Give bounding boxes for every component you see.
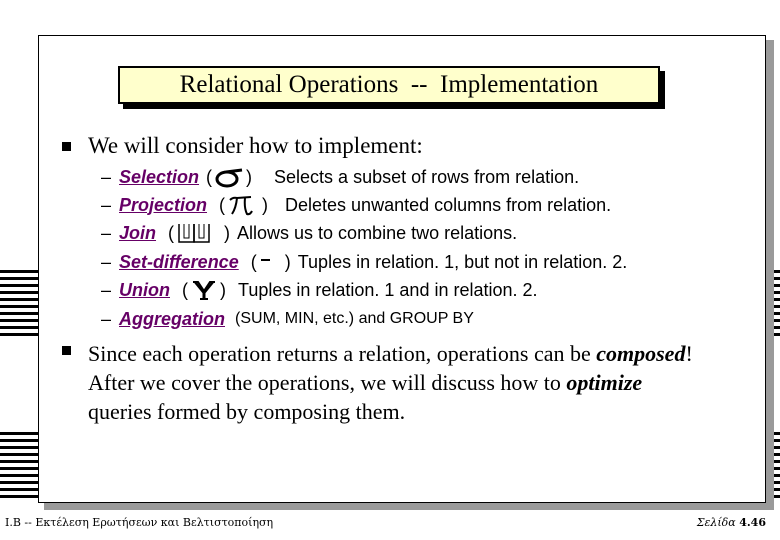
- intro-text: We will consider how to implement:: [88, 133, 423, 158]
- op-name: Aggregation: [119, 308, 225, 329]
- page-number: 4.46: [739, 516, 766, 529]
- sigma-icon: [214, 166, 244, 188]
- slide-title: Relational Operations -- Implementation: [179, 71, 599, 98]
- op-desc: (SUM, MIN, etc.) and GROUP BY: [235, 310, 474, 327]
- footer-course: Ι.Β -- Εκτέλεση Ερωτήσεων και Βελτιστοποίηση: [5, 516, 274, 529]
- composed-emphasis: composed: [596, 341, 686, 366]
- para-text: queries formed by composing them.: [88, 399, 406, 424]
- bullet-square: [62, 346, 71, 355]
- footer-page: [697, 516, 766, 529]
- op-item-join: – Join ( ) Allows us to combine two relations.: [101, 222, 518, 243]
- page-label: Σελίδα: [696, 516, 736, 529]
- op-desc: Selects a subset of rows from relation.: [274, 166, 580, 187]
- optimize-emphasis: optimize: [566, 370, 643, 395]
- left-decor-stripes-lower: [0, 432, 38, 502]
- op-name: Set-difference: [119, 251, 239, 272]
- op-name: Join: [119, 222, 157, 243]
- summary-paragraph: [88, 339, 708, 426]
- op-name: Projection: [119, 194, 208, 215]
- minus-icon: [259, 251, 273, 273]
- op-desc: Allows us to combine two relations.: [237, 222, 518, 243]
- op-item-aggregation: – Aggregation (SUM, MIN, etc.) and GROUP BY: [101, 308, 474, 329]
- bullet-square: [62, 142, 71, 151]
- op-item-projection: – Projection ( ) Deletes unwanted columns from relation.: [101, 194, 612, 215]
- left-decor-stripes: [0, 270, 38, 340]
- join-icon: [176, 222, 212, 244]
- op-desc: Tuples in relation. 1 and in relation. 2.: [238, 279, 538, 300]
- para-text: ! After we cover the operations, we will discuss how to: [88, 341, 693, 395]
- op-item-set-difference: – Set-difference ( ) Tuples in relation. 1, but not in relation. 2.: [101, 251, 628, 272]
- op-desc: Deletes unwanted columns from relation.: [285, 194, 612, 215]
- union-icon: [190, 279, 218, 301]
- title-box: [118, 66, 660, 104]
- para-text: Since each operation returns a relation, operations can be: [88, 341, 597, 366]
- op-desc: Tuples in relation. 1, but not in relation. 2.: [297, 251, 628, 272]
- op-item-union: – Union ( ) Tuples in relation. 1 and in relation. 2.: [101, 279, 538, 300]
- op-name: Selection: [119, 166, 200, 187]
- op-name: Union: [119, 279, 170, 300]
- op-item-selection: – Selection ( ) Selects a subset of rows from relation.: [101, 166, 580, 187]
- pi-icon: [227, 194, 255, 216]
